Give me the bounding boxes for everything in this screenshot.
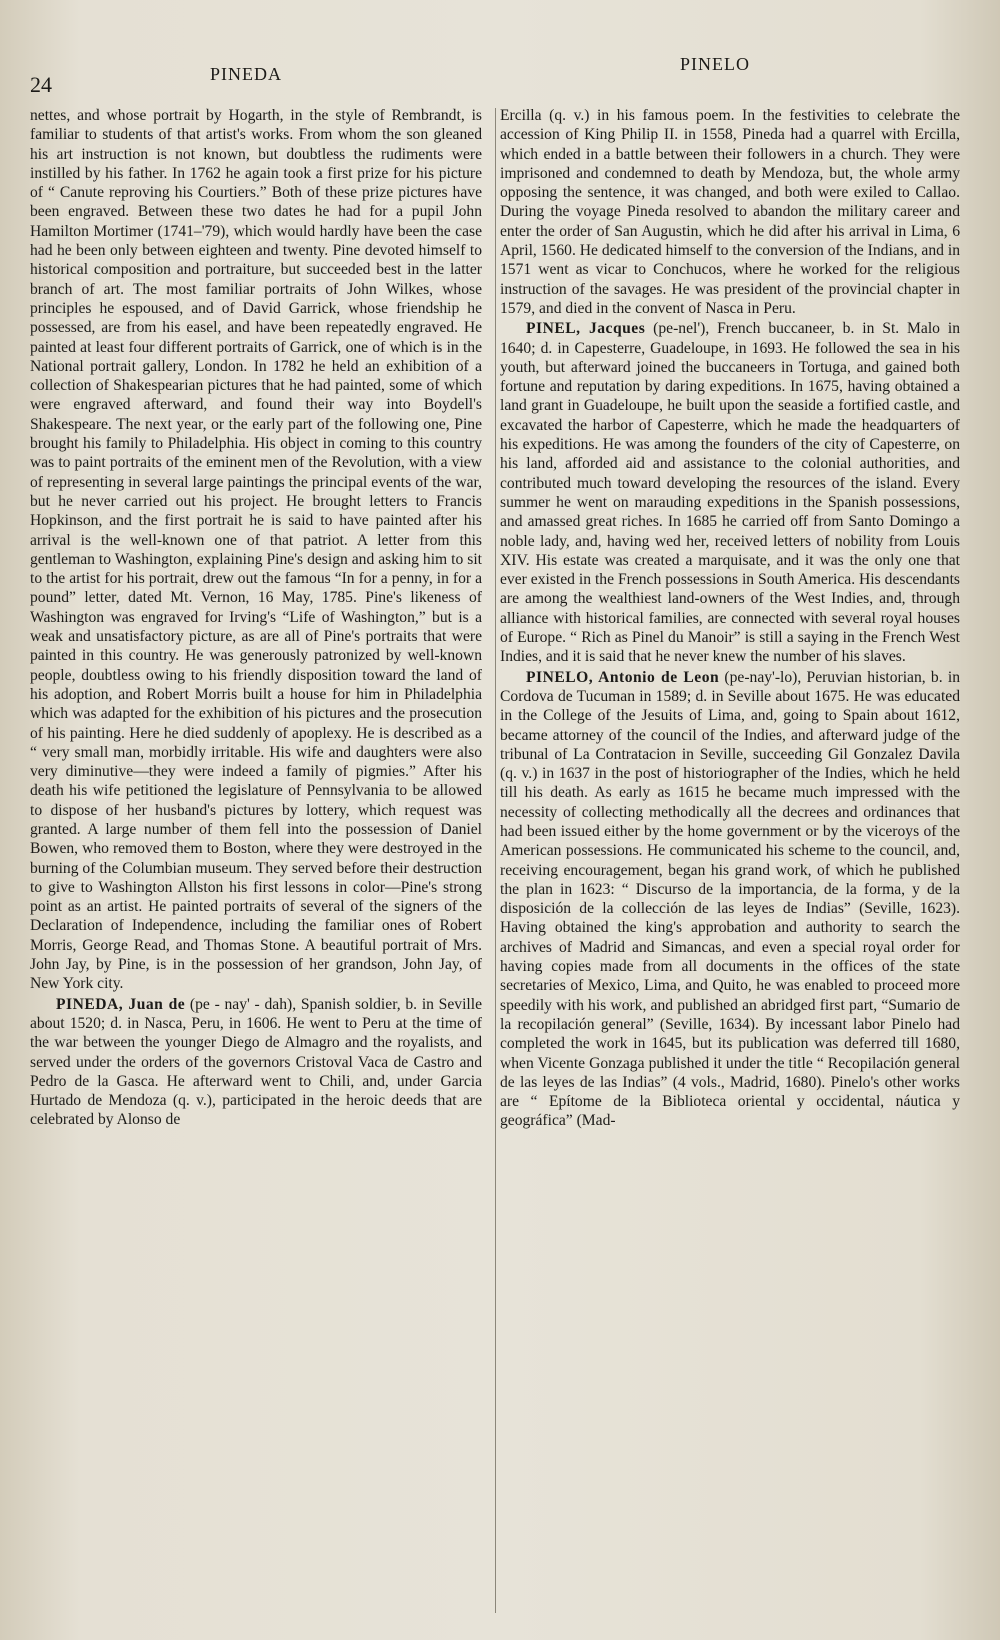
pinelo-entry	[500, 668, 960, 1131]
pinel-headword: PINEL, Jacques	[526, 320, 646, 338]
pineda-entry-continuation: Ercilla (q. v.) in his famous poem. In the festivities to celebrate the accession of King Philip II. in 1558, Pineda had a quarrel with Ercilla, which ended in a battle between their followers in a church. They were imprisoned and condemned to death by Mendoza, but, the whole army opposing the sentence, it was changed, and both were exiled to Callao. During the voyage Pineda resolved to abandon the military career and enter the order of San Augustin, which he did after his arrival in Lima, 6 April, 1560. He dedicated himself to the conversion of the Indians, and in 1571 went as vicar to Conchucos, where he worked for the religious instruction of the savages. He was president of the provincial chapter in 1579, and died in the convent of Nasca in Peru.	[500, 107, 960, 317]
pineda-entry	[30, 995, 482, 1130]
running-head-right: PINELO	[680, 54, 750, 74]
pinelo-entry-text: (pe-nay'-lo), Peruvian historian, b. in Cordova de Tucuman in 1589; d. in Seville about 1675. He was educated in the College of the Jesuits of Lima, and, going to Spain about 1612, became attorney of the council of the Indies, and afterward judge of the tribunal of La Contratacion in Seville, succeeding Gil Gonzalez Davila (q. v.) in 1637 in the post of historiographer of the Indies, which he held till his death. As early as 1615 he became much impressed with the necessity of collecting methodically all the decrees and ordinances that had been issued either by the home government or by the viceroys of the American possessions. He communicated his scheme to the council, and, receiving encouragement, began his grand work, of which he published the plan in 1623: “ Discurso de la importancia, de la forma, y de la disposición de la collección de las leyes de Indias” (Seville, 1623). Having obtained the king's approbation and authority to search the archives of Madrid and Simancas, and even a special royal order for having copies made from all documents in the offices of the state secretaries of Mexico, Lima, and Quito, he was enabled to proceed more speedily with his work, and published an abridged first part, “Sumario de la recopilación general” (Seville, 1634). By incessant labor Pinelo had completed the work in 1645, but its publication was deferred till 1680, when Vicente Gonzaga published it under the title “ Recopilación general de las leyes de las Indias” (4 vols., Madrid, 1680). Pinelo's other works are “ Epítome de la Biblioteca oriental y occidental, náutica y geográfica” (Mad-	[500, 668, 960, 1130]
pineda-entry-text: (pe - nay' - dah), Spanish soldier, b. in Seville about 1520; d. in Nasca, Peru, in 1606. He went to Peru at the time of the war between the younger Diego de Almagro and the royalists, and served under the orders of the governors Cristoval Vaca de Castro and Pedro de la Gasca. He afterward went to Chili, and, under Garcia Hurtado de Mendoza (q. v.), participated in the heroic deeds that are celebrated by Alonso de	[30, 995, 482, 1129]
column-divider	[495, 108, 496, 1613]
pinel-entry	[500, 319, 960, 666]
page-number: 24	[30, 72, 52, 97]
pinelo-headword: PINELO, Antonio de Leon	[526, 668, 720, 686]
pinel-entry-text: (pe-nel'), French buccaneer, b. in St. Malo in 1640; d. in Capesterre, Guadeloupe, in 1693. He followed the sea in his youth, but afterward joined the buccaneers in Tortuga, and gained both fortune and reputation by daring expeditions. In 1675, having obtained a land grant in Guadeloupe, he built upon the seaside a fortified castle, and excavated the harbor of Capesterre, which he made the headquarters of his expeditions. He was among the founders of the city of Capesterre, on his land, afforded aid and assistance to the colonial authorities, and contributed much toward developing the resources of the island. Every summer he went on marauding expeditions in the Spanish possessions, and amassed great riches. In 1685 he carried off from Santo Domingo a noble lady, and, having wed her, received letters of nobility from Louis XIV. His estate was created a marquisate, and it was the only one that ever existed in the French possessions in South America. His descendants are among the wealthiest land-owners of the West Indies, and, through alliance with historical families, are connected with several royal houses of Europe. “ Rich as Pinel du Manoir” is still a saying in the French West Indies, and it is said that he never knew the number of his slaves.	[500, 320, 960, 666]
right-column	[500, 106, 960, 1131]
pineda-headword: PINEDA, Juan de	[56, 995, 186, 1013]
pine-entry-continuation: nettes, and whose portrait by Hogarth, in the style of Rembrandt, is familiar to students of that artist's works. From whom the son gleaned his art instruction is not known, but doubtless the rudiments were instilled by his father. In 1762 he again took a first prize for his picture of “ Canute reproving his Courtiers.” Both of these prize pictures have been engraved. Between these two dates he had for a pupil John Hamilton Mortimer (1741–'79), which would hardly have been the case had he been only between eighteen and twenty. Pine devoted himself to historical composition and portraiture, but succeeded best in the latter branch of art. The most familiar portraits of John Wilkes, whose principles he espoused, and of David Garrick, whose friendship he possessed, are from his easel, and have been repeatedly engraved. He painted at least four different portraits of Garrick, one of which is in the National portrait gallery, London. In 1782 he held an exhibition of a collection of Shakespearian pictures that he had painted, some of which were engraved afterward, and found their way into Boydell's Shakespeare. The next year, or the early part of the following one, Pine brought his family to Philadelphia. His object in coming to this country was to paint portraits of the eminent men of the Revolution, with a view of representing in several large paintings the principal events of the war, but he never carried out his project. He brought letters to Francis Hopkinson, and the first portrait he is said to have painted after his arrival is the well-known one of that patriot. A letter from this gentleman to Washington, explaining Pine's design and asking him to sit to the artist for his portrait, drew out the famous “In for a penny, in for a pound” letter, dated Mt. Vernon, 16 May, 1785. Pine's likeness of Washington was engraved for Irving's “Life of Washington,” but is a weak and unsatisfactory picture, as are all of Pine's portraits that were painted in this country. He was generously patronized by well-known people, doubtless owing to his friendly disposition toward the land of his adoption, and Robert Morris built a house for him in Philadelphia which was adapted for the exhibition of his pictures and the prosecution of his painting. Here he died suddenly of apoplexy. He is described as a “ very small man, morbidly irritable. His wife and daughters were also very diminutive—they were indeed a family of pigmies.” After his death his wife petitioned the legislature of Pennsylvania to be allowed to dispose of her husband's pictures by lottery, which request was granted. A large number of them fell into the possession of Daniel Bowen, who removed them to Boston, where they were destroyed in the burning of the Columbian museum. They served before their destruction to give to Washington Allston his first lessons in color—Pine's strong point as an artist. He painted portraits of several of the signers of the Declaration of Independence, including the familiar ones of Robert Morris, George Read, and Thomas Stone. A beautiful portrait of Mrs. John Jay, by Pine, is in the possession of her grandson, John Jay, of New York city.	[30, 107, 482, 993]
running-head-left: PINEDA	[210, 64, 282, 84]
left-column	[30, 106, 482, 1130]
